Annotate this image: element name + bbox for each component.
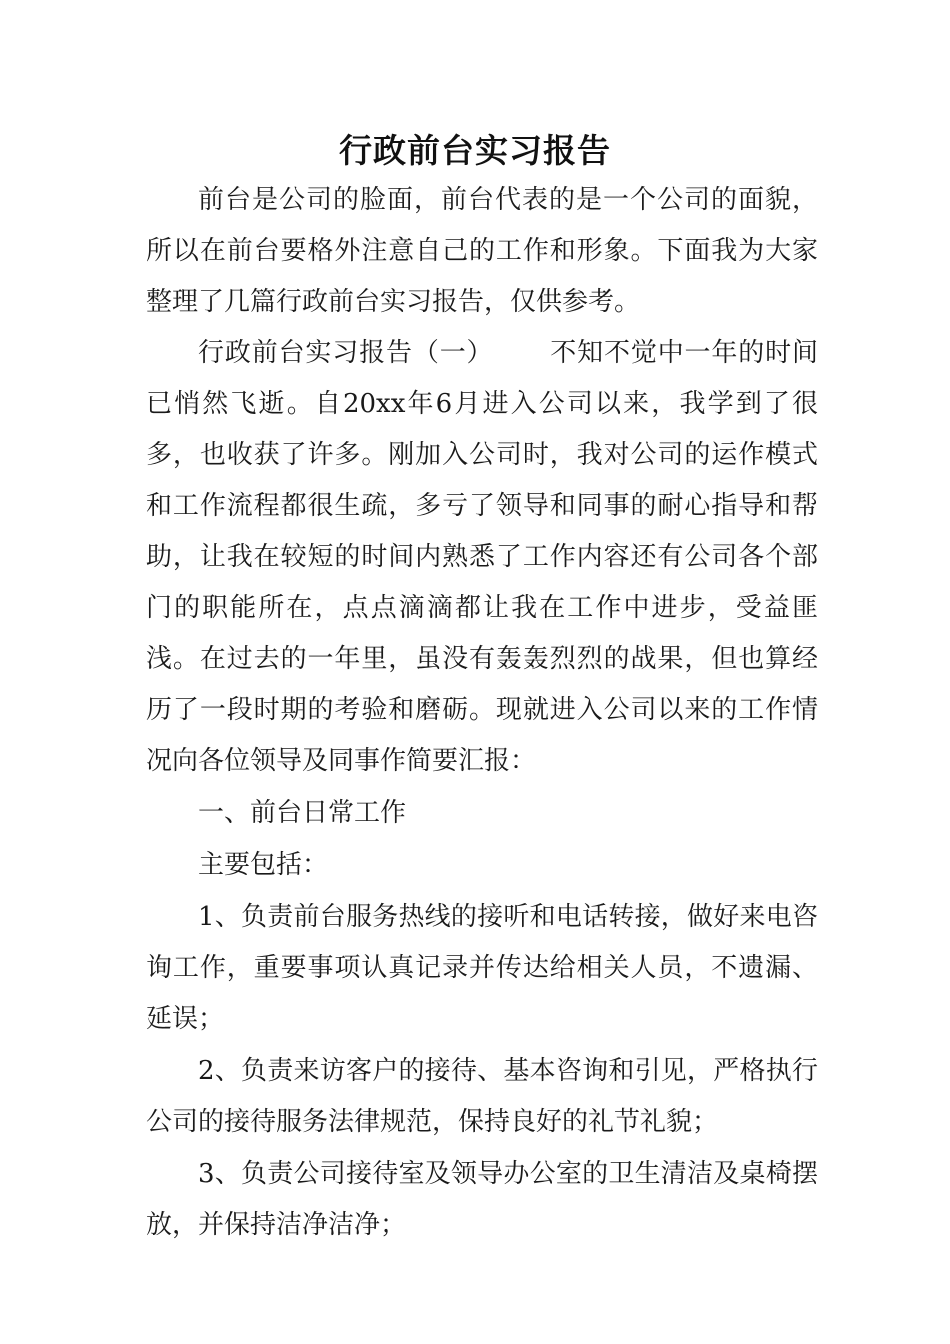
list-item-3: 3、负责公司接待室及领导办公室的卫生清洁及桌椅摆放，并保持洁净洁净； bbox=[146, 1159, 818, 1240]
intro-paragraph: 前台是公司的脸面，前台代表的是一个公司的面貌，所以在前台要格外注意自己的工作和形象。下面我为大家整理了几篇行政前台实习报告，仅供参考。 bbox=[146, 185, 818, 317]
report-part-one-paragraph bbox=[146, 328, 818, 787]
report-part-one-text: 不知不觉中一年的时间已悄然飞逝。自20xx年6月进入公司以来，我学到了很多，也收获了许多。刚加入公司时，我对公司的运作模式和工作流程都很生疏，多亏了领导和同事的耐心指导和帮助，让我在较短的时间内熟悉了工作内容还有公司各个部门的职能所在，点点滴滴都让我在工作中进步，受益匪浅。在过去的一年里，虽没有轰轰烈烈的战果，但也算经历了一段时期的考验和磨砺。现就进入公司以来的工作情况向各位领导及同事作简要汇报： bbox=[146, 338, 818, 776]
document-body bbox=[146, 175, 818, 1251]
document-title: 行政前台实习报告 bbox=[339, 131, 611, 170]
list-item-2: 2、负责来访客户的接待、基本咨询和引见，严格执行公司的接待服务法律规范，保持良好的礼节礼貌； bbox=[146, 1056, 818, 1137]
report-part-one-heading: 行政前台实习报告（一） bbox=[198, 338, 494, 368]
main-includes-label: 主要包括： bbox=[198, 850, 329, 880]
section-heading: 一、前台日常工作 bbox=[198, 798, 407, 828]
list-item-1: 1、负责前台服务热线的接听和电话转接，做好来电咨询工作，重要事项认真记录并传达给相关人员，不遗漏、延误； bbox=[146, 902, 818, 1034]
